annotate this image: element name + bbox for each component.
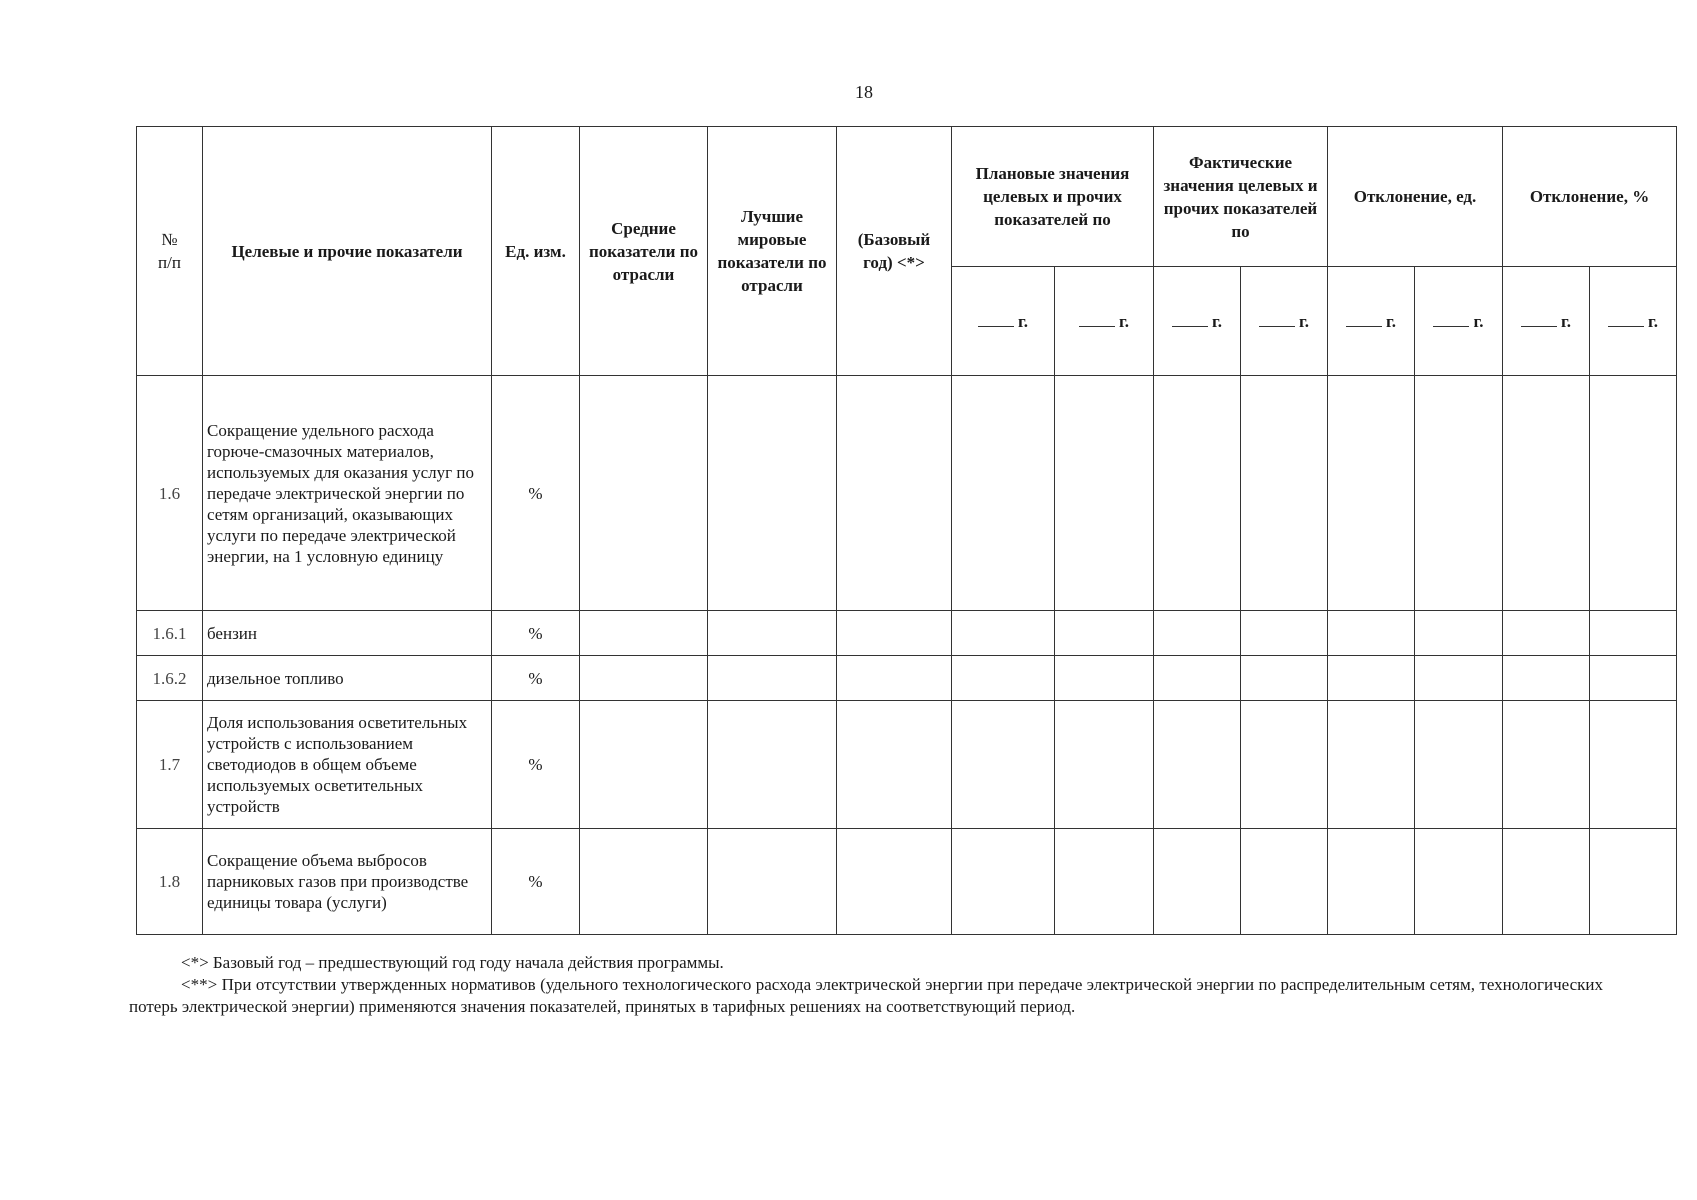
empty-cell [1415, 611, 1503, 656]
empty-cell [1328, 701, 1415, 829]
empty-cell [1154, 701, 1241, 829]
year-blank [1259, 310, 1295, 327]
unit-cell: % [492, 611, 580, 656]
empty-cell [1503, 376, 1590, 611]
dev-units-year-1: г. [1328, 267, 1415, 376]
empty-cell [1590, 829, 1677, 935]
unit-cell: % [492, 829, 580, 935]
header-row-1 [137, 127, 1677, 267]
empty-cell [580, 376, 708, 611]
header-unit: Ед. изм. [492, 127, 580, 376]
empty-cell [1055, 829, 1154, 935]
table-row [137, 656, 1677, 701]
indicator-name: Доля использования осветительных устройств с использованием светодиодов в общем объеме используемых осветительных устройств [203, 701, 492, 829]
empty-cell [1241, 376, 1328, 611]
empty-cell [1328, 611, 1415, 656]
empty-cell [1055, 701, 1154, 829]
header-deviation-percent: Отклонение, % [1503, 127, 1677, 267]
row-number: 1.6.1 [137, 611, 203, 656]
row-number: 1.6.2 [137, 656, 203, 701]
header-plan: Плановые значения целевых и прочих показателей по [952, 127, 1154, 267]
indicator-name: Сокращение удельного расхода горюче-смазочных материалов, используемых для оказания услуг по передаче электрической энергии по сетям организаций, оказывающих услуги по передаче электрической энергии, на 1 условную единицу [203, 376, 492, 611]
header-avg: Средние показатели по отрасли [580, 127, 708, 376]
row-number: 1.8 [137, 829, 203, 935]
empty-cell [708, 376, 837, 611]
empty-cell [837, 611, 952, 656]
empty-cell [1503, 656, 1590, 701]
header-num: № п/п [137, 127, 203, 376]
empty-cell [1154, 656, 1241, 701]
header-name: Целевые и прочие показатели [203, 127, 492, 376]
empty-cell [1241, 701, 1328, 829]
empty-cell [1328, 656, 1415, 701]
empty-cell [1590, 376, 1677, 611]
footnote-base-year: <*> Базовый год – предшествующий год году начала действия программы. [181, 953, 724, 972]
empty-cell [1590, 701, 1677, 829]
table-row [137, 376, 1677, 611]
empty-cell [708, 829, 837, 935]
empty-cell [952, 376, 1055, 611]
empty-cell [1055, 656, 1154, 701]
empty-cell [580, 611, 708, 656]
empty-cell [1415, 829, 1503, 935]
empty-cell [580, 701, 708, 829]
indicator-name: бензин [203, 611, 492, 656]
empty-cell [1415, 701, 1503, 829]
empty-cell [837, 701, 952, 829]
empty-cell [1241, 656, 1328, 701]
year-blank [1521, 310, 1557, 327]
indicator-name: Сокращение объема выбросов парниковых газов при производстве единицы товара (услуги) [203, 829, 492, 935]
empty-cell [837, 656, 952, 701]
table-row [137, 611, 1677, 656]
empty-cell [1415, 656, 1503, 701]
empty-cell [1154, 376, 1241, 611]
plan-year-2: г. [1055, 267, 1154, 376]
year-blank [1172, 310, 1208, 327]
empty-cell [580, 829, 708, 935]
page-number: 18 [855, 82, 873, 102]
dev-percent-year-2: г. [1590, 267, 1677, 376]
empty-cell [1241, 611, 1328, 656]
empty-cell [1590, 611, 1677, 656]
plan-year-1: г. [952, 267, 1055, 376]
empty-cell [708, 611, 837, 656]
empty-cell [708, 701, 837, 829]
empty-cell [1415, 376, 1503, 611]
dev-units-year-2: г. [1415, 267, 1503, 376]
row-number: 1.7 [137, 701, 203, 829]
empty-cell [1328, 376, 1415, 611]
year-blank [978, 310, 1014, 327]
empty-cell [1328, 829, 1415, 935]
year-blank [1608, 310, 1644, 327]
row-number: 1.6 [137, 376, 203, 611]
empty-cell [952, 611, 1055, 656]
header-base-year: (Базовый год) <*> [837, 127, 952, 376]
footnotes [129, 952, 1603, 1018]
empty-cell [1055, 376, 1154, 611]
empty-cell [952, 829, 1055, 935]
empty-cell [1503, 829, 1590, 935]
empty-cell [952, 656, 1055, 701]
empty-cell [1055, 611, 1154, 656]
empty-cell [1241, 829, 1328, 935]
empty-cell [1503, 611, 1590, 656]
empty-cell [708, 656, 837, 701]
empty-cell [1503, 701, 1590, 829]
empty-cell [952, 701, 1055, 829]
unit-cell: % [492, 701, 580, 829]
header-deviation-units: Отклонение, ед. [1328, 127, 1503, 267]
empty-cell [1590, 656, 1677, 701]
dev-percent-year-1: г. [1503, 267, 1590, 376]
year-blank [1433, 310, 1469, 327]
empty-cell [1154, 611, 1241, 656]
fact-year-2: г. [1241, 267, 1328, 376]
empty-cell [837, 376, 952, 611]
empty-cell [580, 656, 708, 701]
empty-cell [837, 829, 952, 935]
indicator-name: дизельное топливо [203, 656, 492, 701]
table-row [137, 701, 1677, 829]
footnote-norms: <**> При отсутствии утвержденных нормативов (удельного технологического расхода электрической энергии при передаче электрической энергии по распределительным сетям, технологических потерь электрической энергии) применяются значения показателей, принятых в тарифных решениях на соответствующий период. [129, 975, 1603, 1016]
empty-cell [1154, 829, 1241, 935]
year-blank [1346, 310, 1382, 327]
year-blank [1079, 310, 1115, 327]
header-fact: Фактические значения целевых и прочих показателей по [1154, 127, 1328, 267]
unit-cell: % [492, 656, 580, 701]
fact-year-1: г. [1154, 267, 1241, 376]
table-row [137, 829, 1677, 935]
header-best: Лучшие мировые показатели по отрасли [708, 127, 837, 376]
unit-cell: % [492, 376, 580, 611]
indicators-table [136, 126, 1677, 935]
